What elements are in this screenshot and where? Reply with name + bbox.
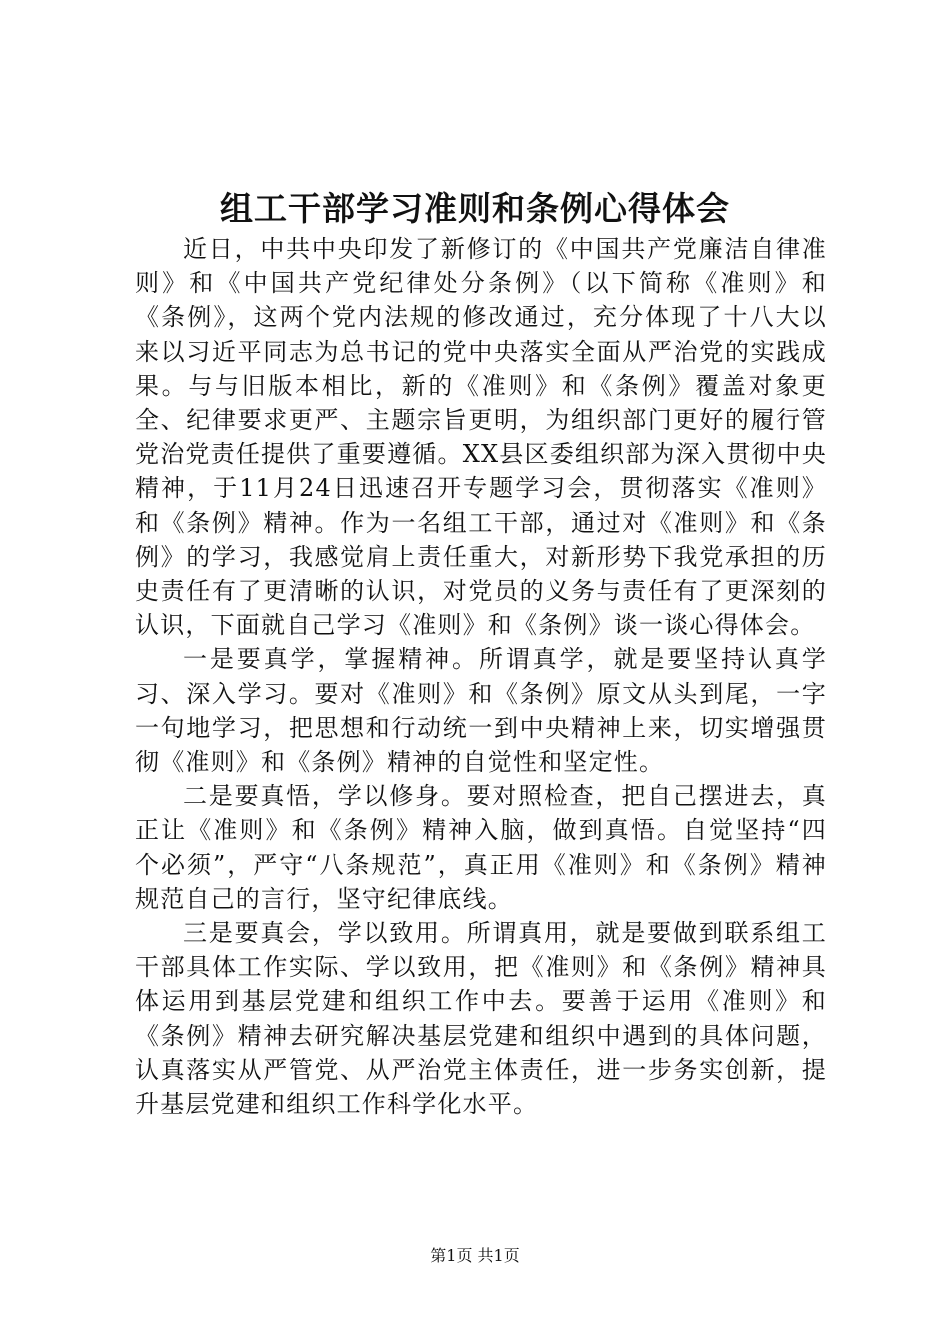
paragraph-point-three: 三是要真会，学以致用。所谓真用，就是要做到联系组工干部具体工作实际、学以致用，把《准则》和《条例》精神具体运用到基层党建和组织工作中去。要善于运用《准则》和《条例》精神去研究解决基层党建和组织中遇到的具体问题，认真落实从严管党、从严治党主体责任，进一步务实创新，提升基层党建和组织工作科学化水平。 [135,919,827,1119]
paragraph-point-two: 二是要真悟，学以修身。要对照检查，把自己摆进去，真正让《准则》和《条例》精神入脑，做到真悟。自觉坚持“四个必须”，严守“八条规范”，真正用《准则》和《条例》精神规范自己的言行，坚守纪律底线。 [135,782,827,913]
document-body [135,232,827,1121]
paragraph-point-one: 一是要真学，掌握精神。所谓真学，就是要坚持认真学习、深入学习。要对《准则》和《条例》原文从头到尾，一字一句地学习，把思想和行动统一到中央精神上来，切实增强贯彻《准则》和《条例》精神的自觉性和坚定性。 [135,645,827,777]
paragraph-intro: 近日，中共中央印发了新修订的《中国共产党廉洁自律准则》和《中国共产党纪律处分条例》（以下简称《准则》和《条例》，这两个党内法规的修改通过，充分体现了十八大以来以习近平同志为总书记的党中央落实全面从严治党的实践成果。与与旧版本相比，新的《准则》和《条例》覆盖对象更全、纪律要求更严、主题宗旨更明，为组织部门更好的履行管党治党责任提供了重要遵循。XX县区委组织部为深入贯彻中央精神，于11月24日迅速召开专题学习会，贯彻落实《准则》和《条例》精神。作为一名组工干部，通过对《准则》和《条例》的学习，我感觉肩上责任重大，对新形势下我党承担的历史责任有了更清晰的认识，对党员的义务与责任有了更深刻的认识，下面就自己学习《准则》和《条例》谈一谈心得体会。 [135,235,827,640]
document-title: 组工干部学习准则和条例心得体会 [220,189,730,228]
page-number-footer: 第1页 共1页 [430,1246,520,1265]
